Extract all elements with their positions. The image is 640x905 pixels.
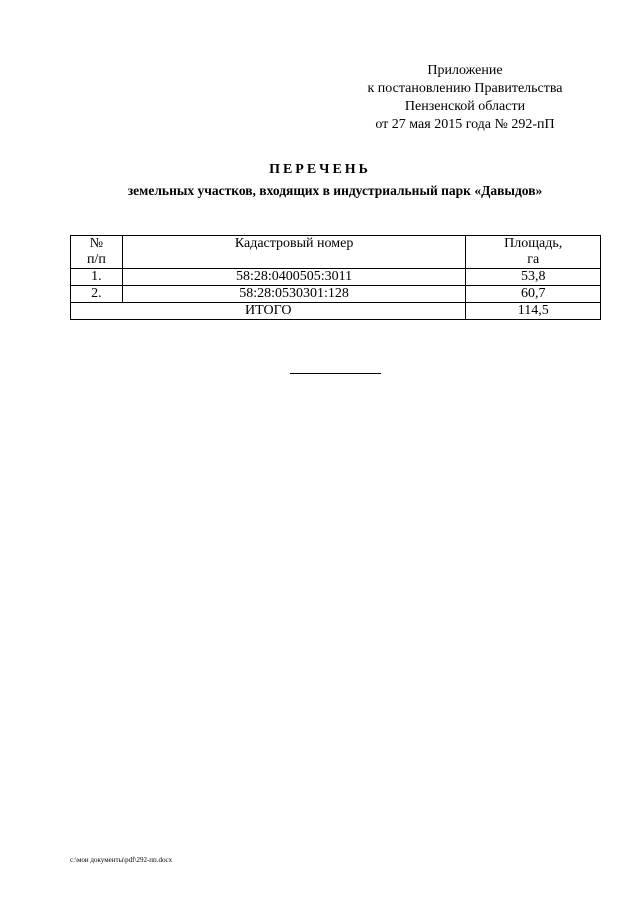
row-number: 2.: [71, 286, 123, 303]
header-number-line2: п/п: [86, 252, 106, 267]
table-total-row: [71, 303, 601, 320]
row-cadastral: 58:28:0530301:128: [122, 286, 466, 303]
table-row: [71, 269, 601, 286]
header-cadastral: Кадастровый номер: [122, 236, 466, 269]
total-area: 114,5: [466, 303, 601, 320]
land-parcels-table: [70, 235, 601, 320]
header-area: [466, 236, 601, 269]
end-divider: [290, 373, 381, 374]
appendix-line: Пензенской области: [404, 99, 526, 114]
appendix-header: [340, 62, 590, 134]
table-row: [71, 286, 601, 303]
table-header-row: [71, 236, 601, 269]
total-label: ИТОГО: [71, 303, 466, 320]
document-title: ПЕРЕЧЕНЬ: [269, 162, 371, 177]
header-number: [71, 236, 123, 269]
row-area: 53,8: [466, 269, 601, 286]
document-subtitle: земельных участков, входящих в индустриальный парк «Давыдов»: [127, 183, 543, 198]
header-area-line1: Площадь,: [504, 236, 563, 251]
appendix-line: от 27 мая 2015 года № 292-пП: [375, 117, 555, 132]
file-path-footer: c:\мои документы\pdf\292-пп.docx: [70, 856, 173, 864]
header-area-line2: га: [527, 252, 540, 267]
appendix-line: Приложение: [427, 63, 503, 78]
row-area: 60,7: [466, 286, 601, 303]
appendix-line: к постановлению Правительства: [367, 81, 563, 96]
row-number: 1.: [71, 269, 123, 286]
row-cadastral: 58:28:0400505:3011: [122, 269, 466, 286]
header-number-line1: №: [89, 236, 104, 251]
